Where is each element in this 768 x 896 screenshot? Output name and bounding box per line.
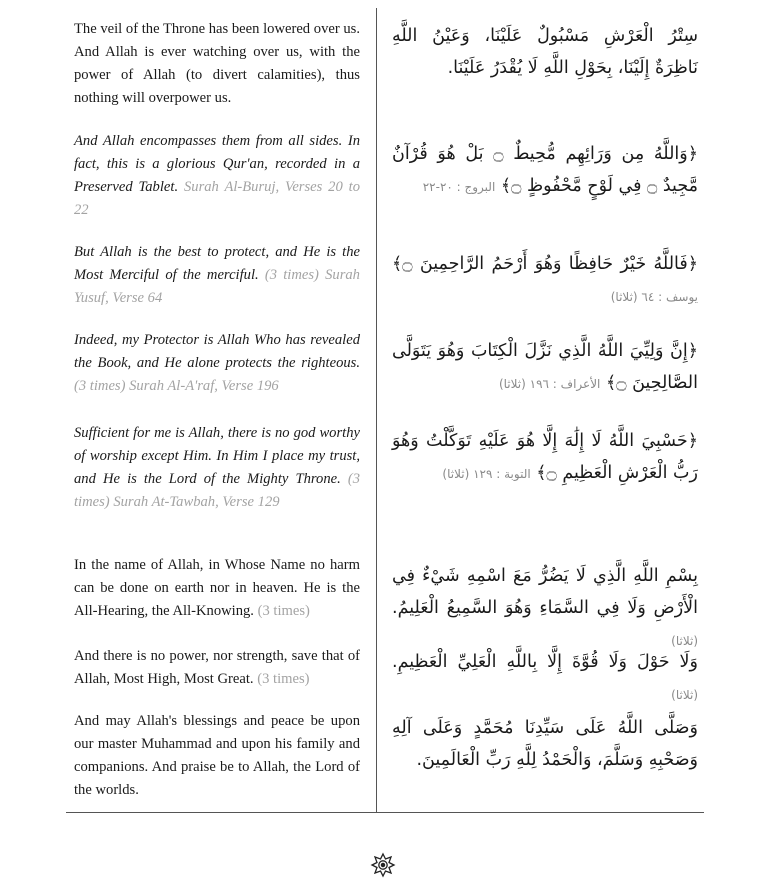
arabic-text-block-6: بِسْمِ اللَّهِ الَّذِي لَا يَضُرُّ مَعَ اسْمِهِ شَيْءٌ فِي الْأَرْضِ وَلَا فِي السَّمَاءِ وَهُوَ السَّمِيعُ الْعَلِيمُ. (ثلاثا) bbox=[392, 566, 698, 648]
column-divider bbox=[376, 8, 377, 813]
english-reference: Surah Al-Buruj, Verses 20 to 22 bbox=[74, 179, 360, 218]
arabic-text-block-4: ﴿إِنَّ وَلِيِّيَ اللَّهُ الَّذِي نَزَّلَ الْكِتَابَ وَهُوَ يَتَوَلَّى الصَّالِحِينَ ۝﴾ الأعراف : ١٩٦ (ثلاثا) bbox=[392, 341, 698, 393]
english-text-block-7: And there is no power, nor strength, save that of Allah, Most High, Most Great. (3 times) bbox=[74, 648, 360, 687]
english-reference: (3 times) Surah At-Tawbah, Verse 129 bbox=[74, 471, 361, 510]
arabic-text-block-7: وَلَا حَوْلَ وَلَا قُوَّةَ إِلَّا بِاللَّهِ الْعَلِيِّ الْعَظِيمِ. (ثلاثا) bbox=[392, 652, 698, 702]
english-text-block-4: Indeed, my Protector is Allah Who has revealed the Book, and He alone protects the righteous. (3 times) Surah Al-A'raf, Verse 196 bbox=[74, 332, 360, 394]
floral-ornament-icon bbox=[370, 852, 396, 878]
english-text-block-6: In the name of Allah, in Whose Name no harm can be done on earth nor in heaven. He is the All-Hearing, the All-Knowing. (3 times) bbox=[74, 557, 360, 619]
arabic-reference: البروج : ٢٠-٢٢ bbox=[422, 180, 496, 194]
english-reference: (3 times) Surah Al-A'raf, Verse 196 bbox=[74, 378, 279, 394]
arabic-reference: التوبة : ١٢٩ (ثلاثا) bbox=[442, 467, 531, 481]
arabic-reference: يوسف : ٦٤ (ثلاثا) bbox=[610, 290, 698, 304]
english-text-block-2: And Allah encompasses them from all sides. In fact, this is a glorious Qur'an, recorded in a Preserved Tablet. Surah Al-Buruj, Verses 20 to 22 bbox=[74, 133, 360, 218]
arabic-text-block-3: ﴿فَاللَّهُ خَيْرٌ حَافِظًا وَهُوَ أَرْحَمُ الرَّاحِمِينَ ۝﴾ يوسف : ٦٤ (ثلاثا) bbox=[392, 254, 698, 304]
arabic-text-block-1: سِتْرُ الْعَرْشِ مَسْبُولٌ عَلَيْنَا، وَعَيْنُ اللَّهِ نَاظِرَةٌ إِلَيْنَا، بِحَوْلِ اللَّهِ لَا يُقْدَرُ عَلَيْنَا. bbox=[392, 26, 698, 78]
english-reference: (3 times) Surah Yusuf, Verse 64 bbox=[74, 267, 360, 306]
arabic-reference: (ثلاثا) bbox=[671, 688, 698, 702]
arabic-reference: (ثلاثا) bbox=[671, 634, 698, 648]
english-text-block-1: The veil of the Throne has been lowered over us. And Allah is ever watching over us, with the power of Allah (to divert calamities), thus nothing will overpower us. bbox=[74, 21, 360, 106]
arabic-text-block-8: وَصَلَّى اللَّهُ عَلَى سَيِّدِنَا مُحَمَّدٍ وَعَلَى آلِهِ وَصَحْبِهِ وَسَلَّمَ، وَالْحَمْدُ لِلَّهِ رَبِّ الْعَالَمِينَ. bbox=[392, 718, 698, 770]
arabic-reference: الأعراف : ١٩٦ (ثلاثا) bbox=[498, 377, 601, 391]
arabic-text-block-5: ﴿حَسْبِيَ اللَّهُ لَا إِلَٰهَ إِلَّا هُوَ عَلَيْهِ تَوَكَّلْتُ وَهُوَ رَبُّ الْعَرْشِ الْعَظِيمِ ۝﴾ التوبة : ١٢٩ (ثلاثا) bbox=[392, 431, 698, 483]
english-text-block-3: But Allah is the best to protect, and He is the Most Merciful of the merciful. (3 times) Surah Yusuf, Verse 64 bbox=[74, 244, 360, 306]
english-text-block-5: Sufficient for me is Allah, there is no god worthy of worship except Him. In Him I place my trust, and He is the Lord of the Mighty Throne. (3 times) Surah At-Tawbah, Verse 129 bbox=[74, 425, 361, 510]
arabic-text-block-2: ﴿وَاللَّهُ مِن وَرَائِهِم مُّحِيطٌ ۝ بَلْ هُوَ قُرْآنٌ مَّجِيدٌ ۝ فِي لَوْحٍ مَّحْفُوظٍ ۝﴾ البروج : ٢٠-٢٢ bbox=[392, 144, 698, 196]
english-reference: (3 times) bbox=[257, 603, 310, 619]
english-reference: (3 times) bbox=[257, 671, 310, 687]
bottom-rule bbox=[66, 812, 704, 813]
english-text-block-8: And may Allah's blessings and peace be upon our master Muhammad and upon his family and companions. And praise be to Allah, the Lord of the worlds. bbox=[74, 713, 360, 798]
